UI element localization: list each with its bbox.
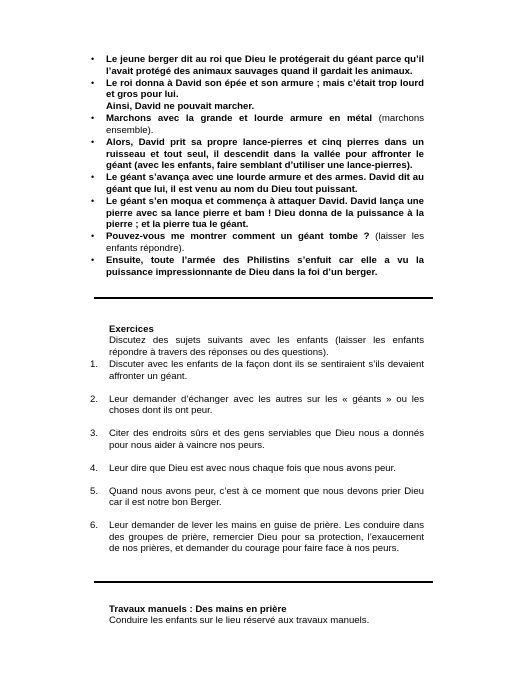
story-bullet-list	[90, 54, 424, 279]
story-bullet	[90, 78, 424, 113]
exercise-item	[90, 486, 424, 509]
story-bullet	[90, 54, 424, 77]
bullet-bold-text: Le géant s’avança avec une lourde armure et des armes. David dit au géant que lui, il est venu au nom du Dieu tout puissant.	[106, 172, 424, 195]
section-divider	[94, 297, 433, 299]
exercise-number: 2.	[90, 393, 99, 405]
exercise-number: 1.	[90, 359, 99, 370]
exercise-item	[90, 463, 424, 475]
exercises-list	[90, 359, 424, 566]
exercises-intro: Discutez des sujets suivants avec les enfants (laisser les enfants répondre à travers des réponses ou des questions).	[109, 335, 424, 358]
story-bullet	[90, 196, 424, 231]
bullet-dot: •	[91, 231, 95, 242]
story-bullet	[90, 255, 424, 278]
bullet-bold-text: Ensuite, toute l’armée des Philistins s’enfuit car elle a vu la puissance impressionnante de Dieu dans la foi d’un berger.	[106, 255, 424, 278]
section-divider	[94, 581, 433, 583]
bullet-extra-line: Ainsi, David ne pouvait marcher.	[106, 100, 255, 112]
crafts-heading: Travaux manuels : Des mains en prière	[109, 604, 287, 615]
exercise-item	[90, 428, 424, 451]
bullet-normal-text: (laisser les enfants répondre).	[106, 231, 424, 255]
exercise-text: Leur demander d’échanger avec les autres sur les « géants » ou les choses dont ils ont peur.	[109, 393, 424, 417]
exercise-text: Quand nous avons peur, c’est à ce moment que nous devons prier Dieu car il est notre bon Berger.	[109, 485, 424, 509]
exercise-number: 4.	[90, 462, 99, 474]
exercise-item	[90, 359, 424, 382]
bullet-dot: •	[91, 136, 95, 147]
exercise-text: Citer des endroits sûrs et des gens serviables que Dieu nous a donnés pour nous aider à vaincre nos peurs.	[109, 428, 424, 451]
story-bullet	[90, 113, 424, 136]
bullet-dot: •	[91, 255, 95, 266]
exercise-number: 3.	[90, 428, 99, 440]
bullet-bold-text: Alors, David prit sa propre lance-pierres et cinq pierres dans un ruisseau et tout seul, il descendit dans la vallée pour affronter le géant (avec les enfants, faire semblant d’utiliser une lance-pierres).	[106, 136, 424, 172]
bullet-dot: •	[91, 172, 95, 183]
crafts-description: Conduire les enfants sur le lieu réservé aux travaux manuels.	[109, 615, 370, 626]
bullet-normal-text: (marchons ensemble).	[106, 113, 424, 136]
exercises-heading: Exercices	[109, 324, 154, 335]
bullet-bold-text: Le jeune berger dit au roi que Dieu le protégerait du géant parce qu’il l’avait protégé des animaux sauvages quand il gardait les animaux.	[106, 54, 424, 77]
bullet-dot: •	[91, 196, 95, 207]
bullet-dot: •	[91, 54, 95, 64]
exercise-text: Leur dire que Dieu est avec nous chaque fois que nous avons peur.	[109, 462, 396, 474]
bullet-bold-text: Marchons avec la grande et lourde armure en métal	[106, 113, 373, 125]
exercise-text: Leur demander de lever les mains en guise de prière. Les conduire dans des groupes de prière, remercier Dieu pour sa protection, l’exaucement de nos prières, et demander du courage pour faire face à nos peurs.	[109, 520, 424, 555]
exercise-number: 5.	[90, 485, 99, 497]
story-bullet	[90, 137, 424, 172]
bullet-dot: •	[91, 113, 95, 124]
bullet-dot: •	[91, 77, 95, 88]
exercise-item	[90, 520, 424, 555]
exercise-item	[90, 394, 424, 417]
bullet-bold-text: Le géant s’en moqua et commença à attaquer David. David lança une pierre avec sa lance pierre et bam ! Dieu donna de la puissance à la pierre ; et la pierre tua le géant.	[106, 196, 424, 231]
story-bullet	[90, 172, 424, 195]
story-bullet	[90, 231, 424, 254]
bullet-bold-text: Le roi donna à David son épée et son armure ; mais c’était trop lourd et gros pour lui.	[106, 77, 424, 101]
exercise-text: Discuter avec les enfants de la façon dont ils se sentiraient s’ils devaient affronter un géant.	[109, 359, 424, 382]
exercise-number: 6.	[90, 520, 99, 532]
bullet-bold-text: Pouvez-vous me montrer comment un géant tombe ?	[106, 231, 370, 243]
